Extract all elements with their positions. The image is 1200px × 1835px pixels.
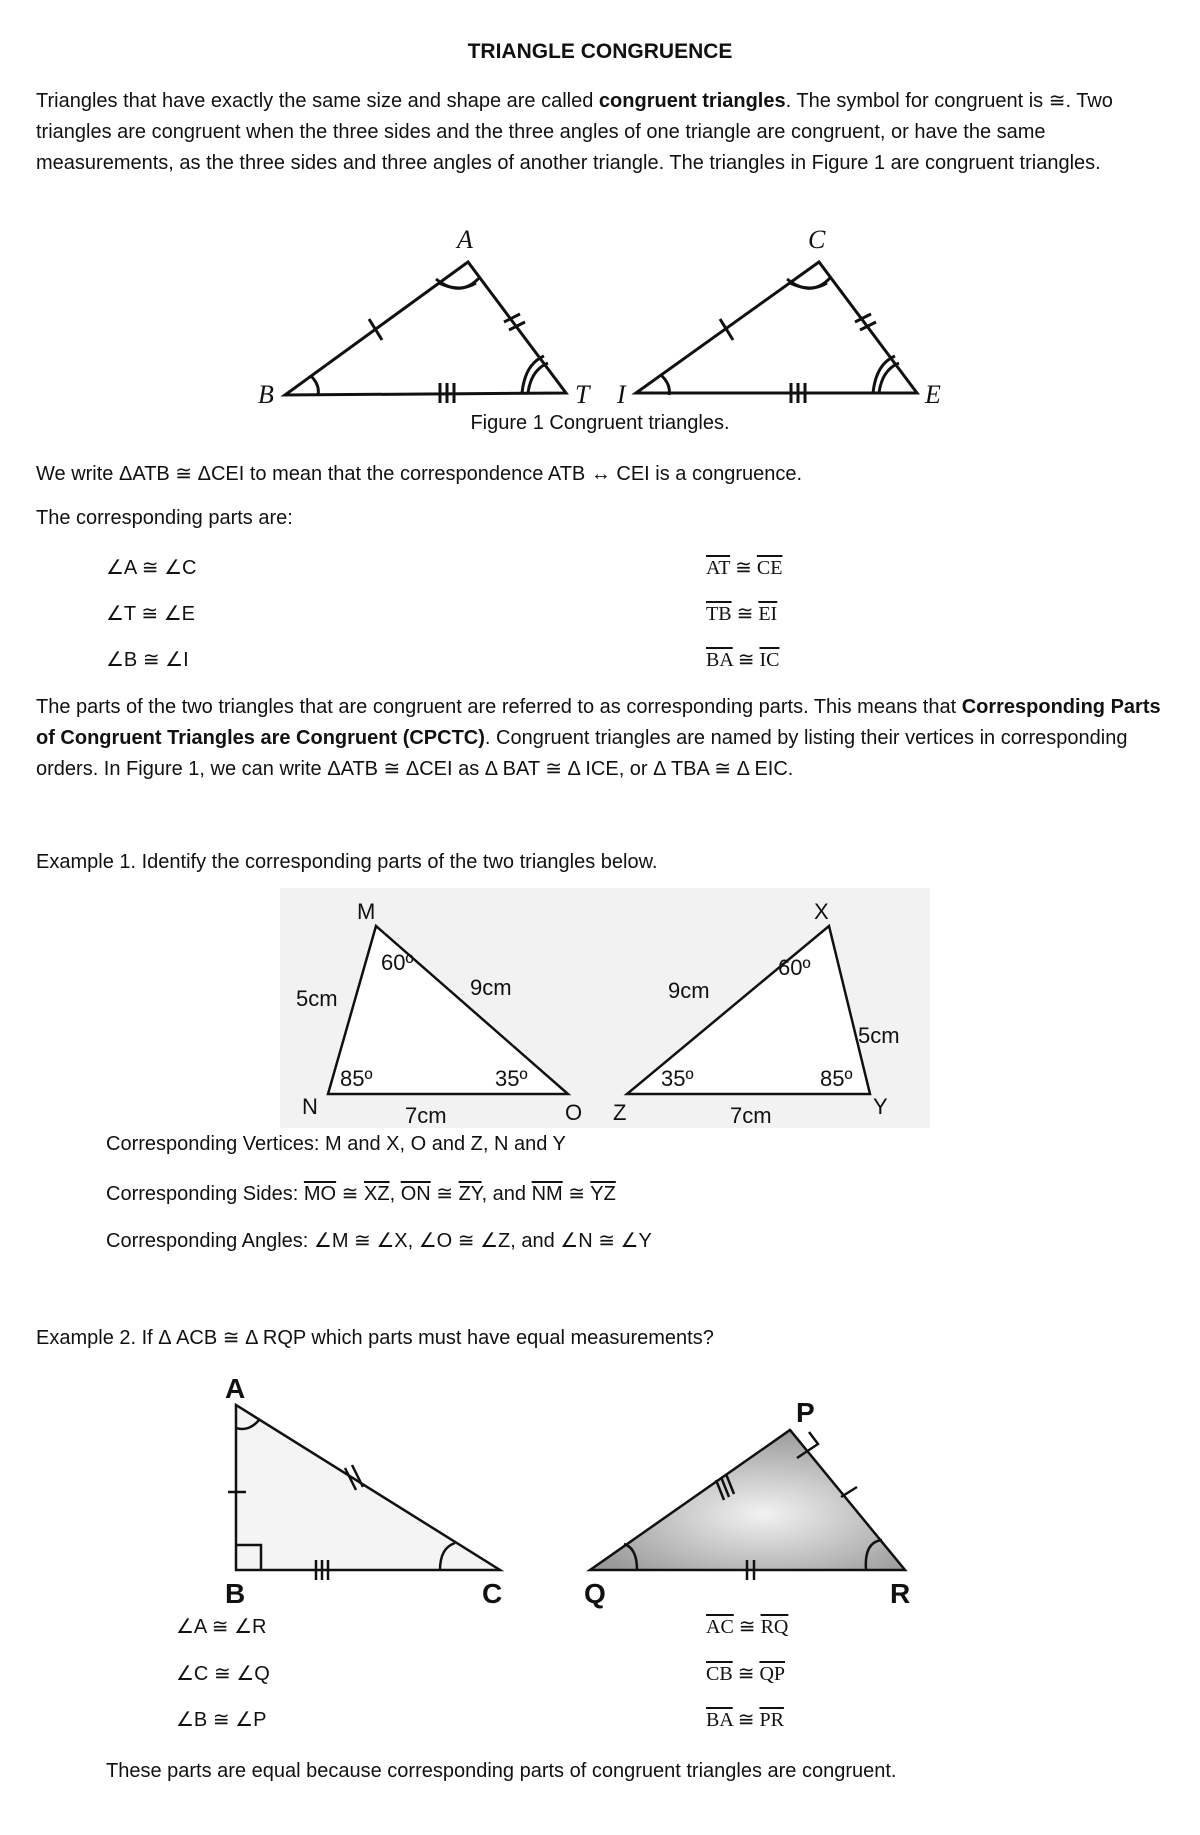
cpctc-text: The parts of the two triangles that are congruent are referred to as corresponding parts. This means that: [36, 696, 962, 718]
vertex-label-a2: A: [225, 1373, 246, 1404]
example2-diagram: [200, 1360, 960, 1610]
ex2-angle-row: ∠C ≅ ∠Q: [176, 1663, 270, 1685]
congruence-statement: We write ΔATB ≅ ΔCEI to mean that the correspondence ATB ↔ CEI is a congruence.: [36, 463, 803, 485]
vertex-label-z: Z: [613, 1100, 627, 1125]
vertex-label-b2: B: [225, 1578, 246, 1609]
example2-conclusion: These parts are equal because corresponding parts of congruent triangles are congruent.: [106, 1760, 897, 1782]
vertex-label-t: T: [575, 380, 590, 409]
vertex-label-b: B: [258, 380, 274, 409]
angle-m-label: 60º: [381, 950, 414, 975]
vertex-label-c: C: [808, 225, 826, 254]
example1-vertices: Corresponding Vertices: M and X, O and Z, N and Y: [106, 1133, 566, 1155]
intro-text: Triangles that have exactly the same size and shape are called: [36, 90, 599, 112]
angle-z-label: 35º: [661, 1066, 694, 1091]
example1-sides: Corresponding Sides: $\overline{MO}$ ≅ $\overline{XZ}$, $\overline{ON}$ ≅ $\overline{ZY}$, and $\overline{NM}$ ≅ $\overline{YZ}$: [106, 1183, 616, 1205]
ex2-side-row: $\overline{BA}$ ≅ $\overline{PR}$: [706, 1709, 784, 1731]
side-mo-label: 9cm: [470, 975, 512, 1000]
triangle-atb: [285, 262, 566, 395]
angle-x-label: 60º: [778, 955, 811, 980]
page-title: TRIANGLE CONGRUENCE: [467, 40, 733, 63]
vertex-label-q: Q: [584, 1578, 606, 1609]
vertex-label-i: I: [617, 380, 626, 409]
vertex-label-y: Y: [873, 1094, 888, 1119]
vertex-label-m: M: [357, 899, 376, 924]
cpctc-text-cont: . Congruent triangles are named by listing their vertices in corresponding orders. In Figure 1, we can write ΔATB ≅ ΔCEI as Δ BAT ≅ Δ ICE, or Δ TBA ≅ Δ EIC.: [36, 727, 1128, 780]
vertex-label-p: P: [796, 1397, 815, 1428]
part-angle-row: ∠A ≅ ∠C: [106, 557, 197, 579]
cpctc-bold: Corresponding Parts of Congruent Triangles are Congruent (CPCTC): [36, 696, 1161, 749]
parts-heading: The corresponding parts are:: [36, 507, 293, 529]
example1-diagram: [280, 888, 930, 1128]
ex2-angle-row: ∠B ≅ ∠P: [176, 1709, 267, 1731]
vertex-label-r: R: [890, 1578, 911, 1609]
intro-bold-term: congruent triangles: [598, 90, 786, 112]
side-xy-label: 5cm: [858, 1023, 900, 1048]
example1-heading: Example 1. Identify the corresponding parts of the two triangles below.: [36, 851, 658, 873]
part-side-row: $\overline{BA}$ ≅ $\overline{IC}$: [706, 649, 780, 671]
figure1-caption: Figure 1 Congruent triangles.: [470, 412, 730, 434]
cpctc-paragraph: [36, 692, 1166, 785]
ex2-side-row: $\overline{AC}$ ≅ $\overline{RQ}$: [706, 1616, 789, 1638]
vertex-label-e: E: [925, 380, 941, 409]
vertex-label-x: X: [814, 899, 829, 924]
part-side-row: $\overline{AT}$ ≅ $\overline{CE}$: [706, 557, 783, 579]
side-xz-label: 9cm: [668, 978, 710, 1003]
side-no-label: 7cm: [405, 1103, 447, 1128]
angle-y-label: 85º: [820, 1066, 853, 1091]
side-mn-label: 5cm: [296, 986, 338, 1011]
vertex-label-n: N: [302, 1094, 318, 1119]
vertex-label-o: O: [565, 1100, 583, 1125]
triangle-rqp: [590, 1430, 905, 1570]
triangle-cei: [636, 262, 917, 393]
ex2-angle-row: ∠A ≅ ∠R: [176, 1616, 267, 1638]
intro-text-cont: . The symbol for congruent is ≅. Two triangles are congruent when the three sides and the three angles of one triangle are congruent, or have the same measurements, as the three sides and three angles of another triangle. The triangles in Figure 1 are congruent triangles.: [36, 90, 1113, 174]
angle-n-label: 85º: [340, 1066, 373, 1091]
triangle-acb: [236, 1405, 500, 1570]
part-side-row: $\overline{TB}$ ≅ $\overline{EI}$: [706, 603, 778, 625]
side-zy-label: 7cm: [730, 1103, 772, 1128]
vertex-label-a: A: [457, 225, 473, 254]
example2-heading: Example 2. If Δ ACB ≅ Δ RQP which parts must have equal measurements?: [36, 1327, 714, 1349]
figure1-diagram: [250, 215, 950, 415]
example1-angles: Corresponding Angles: ∠M ≅ ∠X, ∠O ≅ ∠Z, and ∠N ≅ ∠Y: [106, 1230, 652, 1252]
vertex-label-c2: C: [482, 1578, 503, 1609]
intro-paragraph: [36, 86, 1166, 179]
angle-o-label: 35º: [495, 1066, 528, 1091]
part-angle-row: ∠B ≅ ∠I: [106, 649, 189, 671]
part-angle-row: ∠T ≅ ∠E: [106, 603, 195, 625]
ex2-side-row: $\overline{CB}$ ≅ $\overline{QP}$: [706, 1663, 786, 1685]
